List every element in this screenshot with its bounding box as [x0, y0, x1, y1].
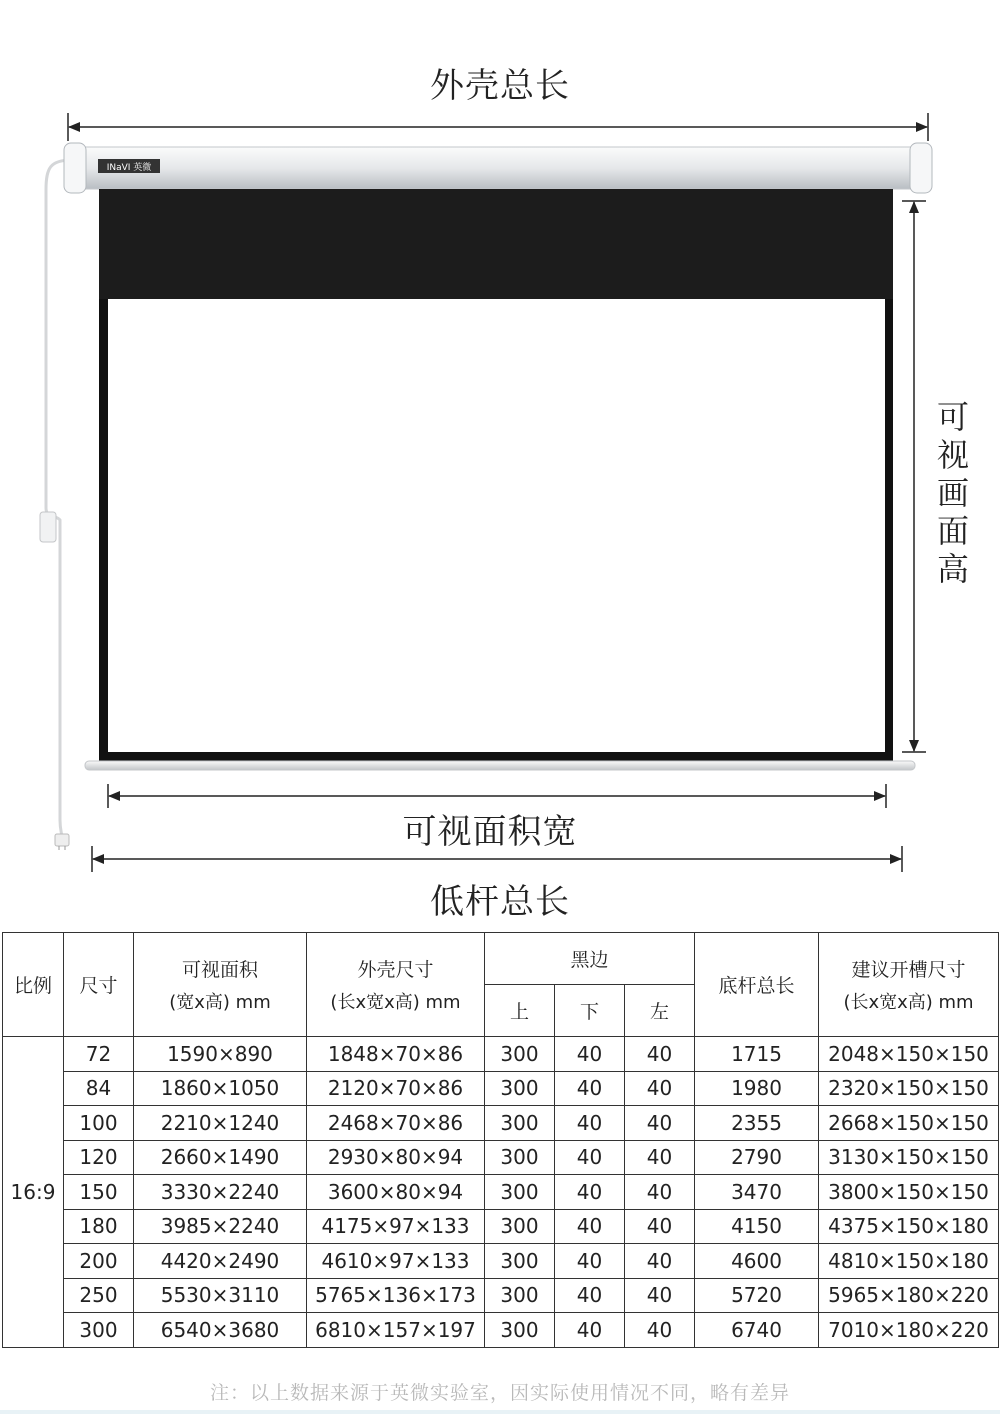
header-visible-area-title: 可视面积	[181, 959, 258, 981]
cell-housing-size: 3600×80×94	[307, 1175, 485, 1210]
cell-bar-length: 6740	[695, 1313, 819, 1348]
table-row	[3, 1037, 999, 1072]
header-slot-size-unit: (长x宽x高) mm	[843, 992, 974, 1013]
cell-slot-size: 5965×180×220	[819, 1278, 999, 1313]
header-border-left: 左	[625, 985, 695, 1037]
cell-visible-area: 2210×1240	[134, 1106, 307, 1141]
cell-housing-size: 5765×136×173	[307, 1278, 485, 1313]
bottom-divider	[0, 1410, 1000, 1414]
cell-bar-length: 1980	[695, 1071, 819, 1106]
cell-size: 84	[64, 1071, 134, 1106]
spec-table	[2, 932, 999, 1348]
cell-slot-size: 2320×150×150	[819, 1071, 999, 1106]
cell-size: 100	[64, 1106, 134, 1141]
cell-bar-length: 4600	[695, 1244, 819, 1279]
brand-logo	[98, 159, 160, 173]
cell-border-top: 300	[485, 1278, 555, 1313]
black-border-highlight	[99, 189, 893, 299]
cell-bar-length: 3470	[695, 1175, 819, 1210]
cell-border-left: 40	[625, 1106, 695, 1141]
cell-visible-area: 5530×3110	[134, 1278, 307, 1313]
visible-height-char: 面	[936, 512, 969, 550]
header-border-top: 上	[485, 985, 555, 1037]
cell-bar-length: 1715	[695, 1037, 819, 1072]
cell-slot-size: 4375×150×180	[819, 1209, 999, 1244]
cell-border-left: 40	[625, 1140, 695, 1175]
cell-border-bottom: 40	[555, 1175, 625, 1210]
cell-border-left: 40	[625, 1175, 695, 1210]
cell-border-left: 40	[625, 1071, 695, 1106]
cell-slot-size: 4810×150×180	[819, 1244, 999, 1279]
cell-size: 150	[64, 1175, 134, 1210]
power-plug-icon	[55, 834, 69, 850]
cell-visible-area: 1590×890	[134, 1037, 307, 1072]
header-housing-size-unit: (长x宽x高) mm	[330, 992, 461, 1013]
header-ratio: 比例	[3, 933, 64, 1037]
cell-size: 120	[64, 1140, 134, 1175]
header-visible-area-unit: (宽x高) mm	[169, 992, 271, 1013]
cell-slot-size: 2668×150×150	[819, 1106, 999, 1141]
table-row	[3, 1106, 999, 1141]
cell-size: 180	[64, 1209, 134, 1244]
cell-visible-area: 2660×1490	[134, 1140, 307, 1175]
housing-end-cap-left	[64, 143, 86, 193]
cell-visible-area: 4420×2490	[134, 1244, 307, 1279]
header-border-bottom: 下	[555, 985, 625, 1037]
table-row	[3, 1209, 999, 1244]
visible-height-char: 视	[936, 436, 969, 474]
table-row	[3, 1278, 999, 1313]
visible-width-label: 可视面积宽	[402, 812, 578, 852]
cell-slot-size: 2048×150×150	[819, 1037, 999, 1072]
power-cord	[46, 160, 72, 838]
cell-border-bottom: 40	[555, 1140, 625, 1175]
cell-border-bottom: 40	[555, 1037, 625, 1072]
cell-visible-area: 1860×1050	[134, 1071, 307, 1106]
cell-visible-area: 6540×3680	[134, 1313, 307, 1348]
cell-size: 72	[64, 1037, 134, 1072]
cell-bar-length: 5720	[695, 1278, 819, 1313]
cell-visible-area: 3330×2240	[134, 1175, 307, 1210]
svg-text:INaVI 英微: INaVI 英微	[106, 163, 152, 173]
housing-end-cap-right	[910, 143, 932, 193]
table-row	[3, 1140, 999, 1175]
cell-border-bottom: 40	[555, 1313, 625, 1348]
cell-bar-length: 4150	[695, 1209, 819, 1244]
header-housing-size	[307, 933, 485, 1037]
header-housing-size-title: 外壳尺寸	[357, 959, 434, 981]
cell-border-bottom: 40	[555, 1278, 625, 1313]
header-black-border: 黑边	[485, 933, 695, 985]
cell-housing-size: 2120×70×86	[307, 1071, 485, 1106]
cell-slot-size: 7010×180×220	[819, 1313, 999, 1348]
housing-length-label: 外壳总长	[430, 66, 570, 106]
ratio-cell: 16:9	[3, 1037, 64, 1348]
cell-housing-size: 4175×97×133	[307, 1209, 485, 1244]
cell-bar-length: 2790	[695, 1140, 819, 1175]
cell-border-bottom: 40	[555, 1209, 625, 1244]
cell-border-top: 300	[485, 1313, 555, 1348]
table-row	[3, 1244, 999, 1279]
white-screen	[108, 299, 885, 752]
cell-size: 250	[64, 1278, 134, 1313]
cell-border-top: 300	[485, 1037, 555, 1072]
cell-housing-size: 4610×97×133	[307, 1244, 485, 1279]
cord-switch	[40, 512, 56, 542]
cell-border-top: 300	[485, 1244, 555, 1279]
cell-housing-size: 6810×157×197	[307, 1313, 485, 1348]
cell-border-bottom: 40	[555, 1106, 625, 1141]
table-row	[3, 1175, 999, 1210]
cell-border-top: 300	[485, 1140, 555, 1175]
footnote: 注：以上数据来源于英微实验室，因实际使用情况不同，略有差异	[209, 1382, 790, 1404]
cell-housing-size: 2930×80×94	[307, 1140, 485, 1175]
cell-bar-length: 2355	[695, 1106, 819, 1141]
cell-border-left: 40	[625, 1278, 695, 1313]
visible-height-char: 高	[936, 550, 969, 588]
table-row	[3, 1071, 999, 1106]
cell-border-left: 40	[625, 1209, 695, 1244]
bottom-bar	[85, 761, 915, 770]
cell-border-bottom: 40	[555, 1244, 625, 1279]
header-slot-size	[819, 933, 999, 1037]
cell-border-left: 40	[625, 1037, 695, 1072]
cell-border-top: 300	[485, 1106, 555, 1141]
table-row	[3, 1313, 999, 1348]
cell-border-top: 300	[485, 1071, 555, 1106]
cell-visible-area: 3985×2240	[134, 1209, 307, 1244]
header-bar-length: 底杆总长	[695, 933, 819, 1037]
cell-border-left: 40	[625, 1244, 695, 1279]
cell-slot-size: 3130×150×150	[819, 1140, 999, 1175]
header-size: 尺寸	[64, 933, 134, 1037]
cell-border-bottom: 40	[555, 1071, 625, 1106]
cell-size: 200	[64, 1244, 134, 1279]
bar-length-label: 低杆总长	[430, 882, 570, 922]
header-slot-size-title: 建议开槽尺寸	[851, 959, 966, 981]
cell-border-top: 300	[485, 1209, 555, 1244]
cell-size: 300	[64, 1313, 134, 1348]
housing-tube	[68, 147, 928, 189]
header-visible-area	[134, 933, 307, 1037]
cell-housing-size: 2468×70×86	[307, 1106, 485, 1141]
cell-border-left: 40	[625, 1313, 695, 1348]
visible-height-char: 可	[936, 398, 969, 436]
visible-height-char: 画	[936, 474, 969, 512]
cell-border-top: 300	[485, 1175, 555, 1210]
cell-housing-size: 1848×70×86	[307, 1037, 485, 1072]
cell-slot-size: 3800×150×150	[819, 1175, 999, 1210]
